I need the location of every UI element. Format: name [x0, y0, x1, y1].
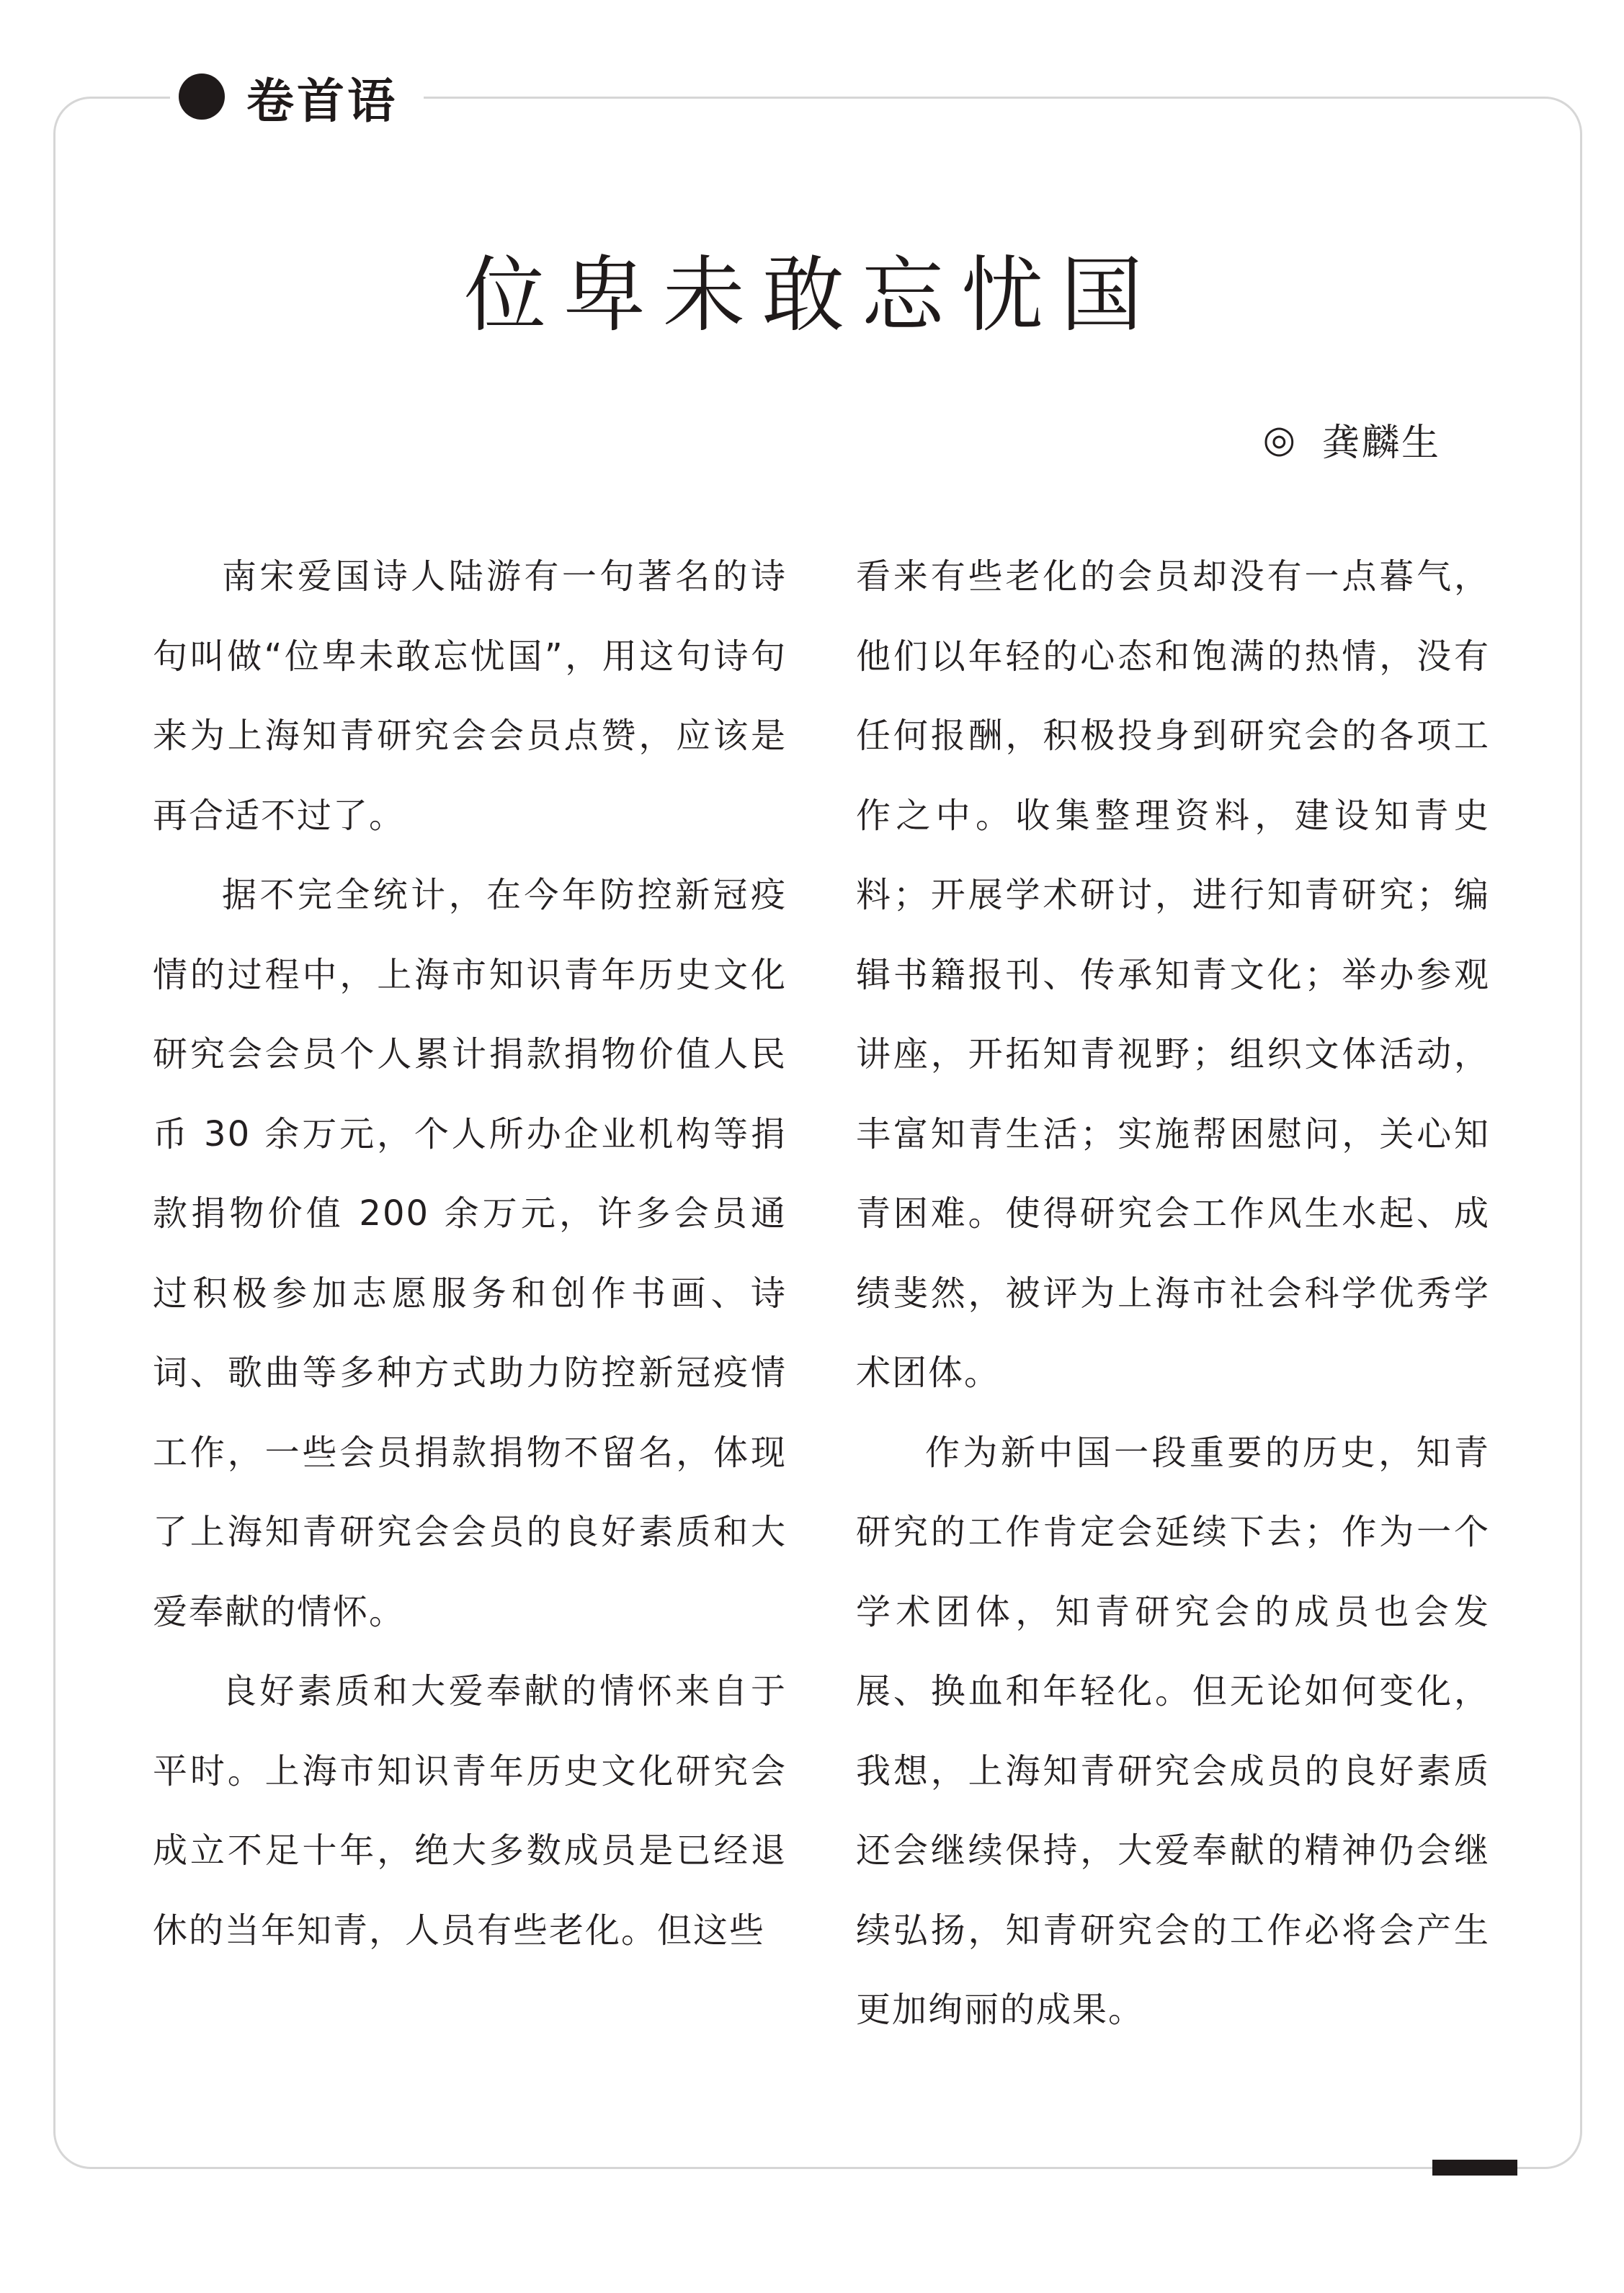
section-title: 卷首语 [246, 73, 398, 129]
section-label [170, 61, 424, 133]
paragraph-continued: 看来有些老化的会员却没有一点暮气，他们以年轻的心态和饱满的热情，没有任何报酬，积极投身到研究会的各项工作之中。收集整理资料，建设知青史料；开展学术研讨，进行知青研究；编辑书籍报刊、传承知青文化；举办参观讲座，开拓知青视野；组织文体活动，丰富知青生活；实施帮困慰问，关心知青困难。使得研究会工作风生水起、成绩斐然，被评为上海市社会科学优秀学术团体。 [856, 556, 1490, 1393]
article-title: 位卑未敢忘忧国 [463, 247, 1160, 343]
author-line [1263, 412, 1441, 466]
author-name: 龚麟生 [1321, 422, 1441, 465]
bullet-dot-icon [179, 74, 225, 120]
text-column-right [856, 537, 1490, 2050]
paragraph: 良好素质和大爱奉献的情怀来自于平时。上海市知识青年历史文化研究会成立不足十年，绝大多数成员是已经退休的当年知青，人员有些老化。但这些 [153, 1671, 787, 1951]
page-marker-bar [1432, 2160, 1517, 2176]
paragraph: 据不完全统计，在今年防控新冠疫情的过程中，上海市知识青年历史文化研究会会员个人累计捐款捐物价值人民币 30 余万元，个人所办企业机构等捐款捐物价值 200 余万元，许多会员通过积极参加志愿服务和创作书画、诗词、歌曲等多种方式助力防控新冠疫情工作，一些会员捐款捐物不留名，体现了上海知青研究会会员的良好素质和大爱奉献的情怀。 [153, 875, 787, 1632]
double-circle-icon: ◎ [1262, 417, 1298, 461]
paragraph: 作为新中国一段重要的历史，知青研究的工作肯定会延续下去；作为一个学术团体，知青研究会的成员也会发展、换血和年轻化。但无论如何变化，我想，上海知青研究会成员的良好素质还会继续保持，大爱奉献的精神仍会继续弘扬，知青研究会的工作必将会产生更加绚丽的成果。 [856, 1432, 1490, 2030]
paragraph: 南宋爱国诗人陆游有一句著名的诗句叫做“位卑未敢忘忧国”，用这句诗句来为上海知青研究会会员点赞，应该是再合适不过了。 [153, 556, 787, 836]
text-column-left [153, 537, 787, 1970]
